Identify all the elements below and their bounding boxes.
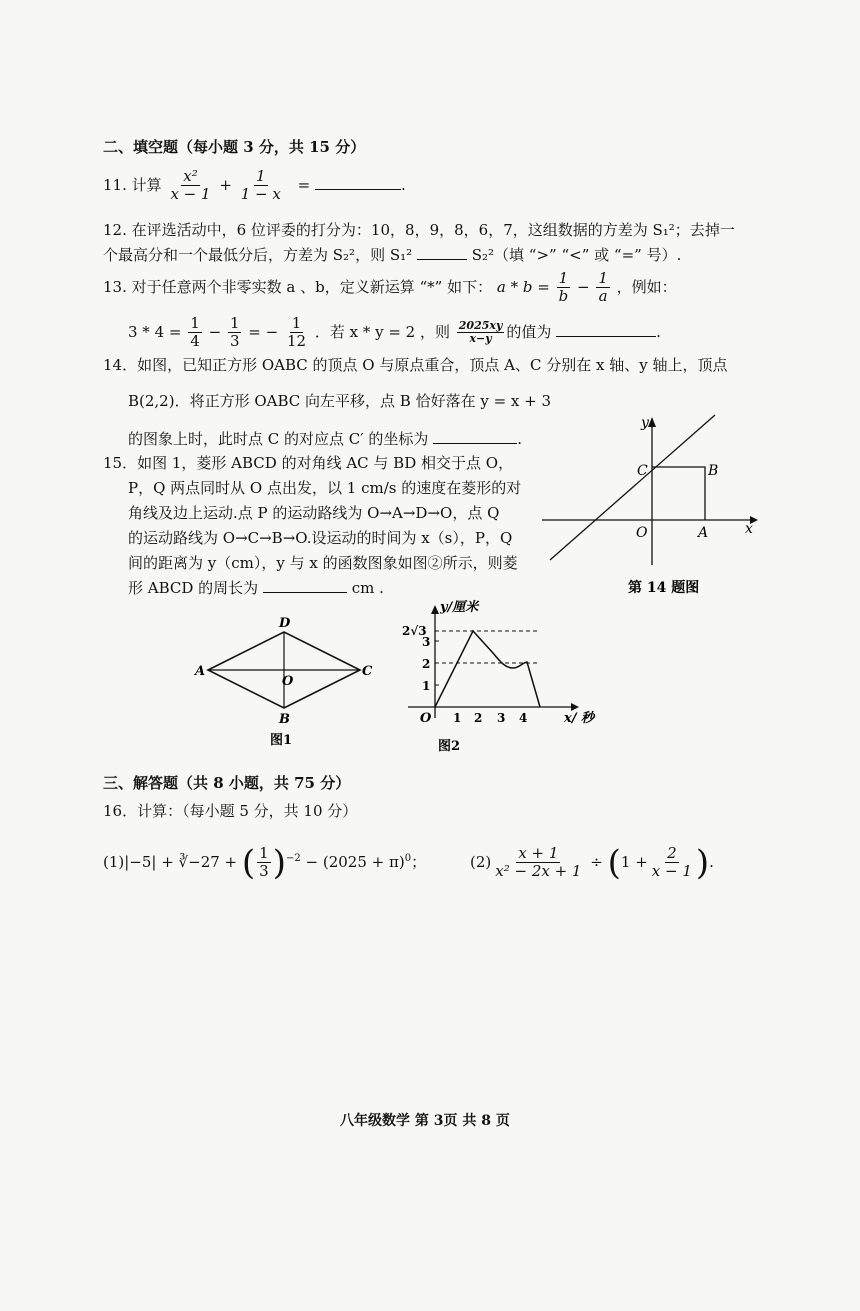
q12-line-2 (103, 244, 681, 265)
q15-line-3: 角线及边上运动.点 P 的运动路线为 O→A→D→O，点 Q (128, 504, 500, 522)
fig1-label-d: D (279, 616, 291, 631)
fig2-ytick-3: 3 (422, 635, 431, 649)
q16-p1-exponent: −2 (285, 852, 301, 864)
q16-p1-end: ； (411, 852, 427, 871)
figure-q14 (540, 405, 765, 605)
fig2-xtick-3: 3 (497, 711, 506, 725)
fig2-ytick-2: 2 (422, 657, 431, 671)
q16-p2-frac-2: $\frac{2}{x - 1}$ (651, 844, 692, 881)
q16-p2-one-plus: 1 + (620, 852, 648, 871)
q12-text-a: 个最高分和一个最低分后，方差为 S₂²，则 S₁² (103, 246, 413, 264)
fig14-label-y: y (641, 415, 649, 431)
q15-line-2: P，Q 两点同时从 O 点出发，以 1 cm/s 的速度在菱形的对 (128, 479, 522, 497)
section-heading-fill-in: 二、填空题（每小题 3 分，共 15 分） (103, 138, 366, 156)
fig2-xtick-1: 1 (453, 711, 462, 725)
q14-text-a: 的图象上时，此时点 C 的对应点 C′ 的坐标为 (128, 430, 429, 448)
q13-line-2 (128, 315, 661, 351)
fig14-label-b: B (708, 463, 719, 479)
fig2-y-label: y/厘米 (440, 600, 479, 615)
q16-p2-divide: ÷ (590, 852, 603, 871)
fig14-label-c: C (637, 463, 648, 479)
q12-text-b: S₂²（填 “>” “<” 或 “=” 号）. (471, 246, 682, 264)
fig14-square-oabc (652, 467, 705, 520)
fig2-xtick-2: 2 (474, 711, 483, 725)
q16-p2-frac-1: $\frac{x + 1}{\text{x² − 2x + 1}}$ (495, 844, 582, 881)
q15-line-4: 的运动路线为 O→C→B→O.设运动的时间为 x（s），P，Q (128, 529, 513, 547)
q11-fraction-1: $\frac{\text{x²}}{x - 1}$ (170, 167, 211, 204)
fig14-caption: 第 14 题图 (628, 580, 700, 596)
q16-p1-paren-open: ( (241, 842, 256, 883)
q13-frac-e2: $\frac{1}{3}$ (229, 314, 240, 351)
fig2-curve (435, 631, 540, 707)
q11-equals: = (297, 175, 311, 194)
figure-2-graph (398, 598, 598, 758)
q15-end: cm . (351, 579, 384, 597)
fig2-x-label: x/ 秒 (564, 711, 595, 726)
fig1-label-o: O (282, 674, 294, 689)
q13-frac-e3: $\frac{1}{12}$ (286, 314, 307, 351)
q16-p1-text-a: (1)|−5| + ∛−27 + (103, 852, 238, 871)
q11-number: 11. (103, 175, 127, 194)
fig2-x-arrow (571, 703, 579, 711)
q14-line-1: 14．如图，已知正方形 OABC 的顶点 O 与原点重合，顶点 A、C 分别在 x 轴、y 轴上，顶点 (103, 356, 728, 374)
question-11 (103, 168, 406, 204)
q15-line-5: 间的距离为 y（cm），y 与 x 的函数图象如图②所示，则菱 (128, 554, 518, 572)
q13-frac-1a: $\frac{1}{a}$ (598, 269, 608, 306)
fig2-ytick-1: 1 (422, 679, 431, 693)
q13-text-a: 13. 对于任意两个非零实数 a 、b，定义新运算 “*” 如下： (103, 277, 493, 296)
fig1-label-c: C (362, 664, 373, 679)
q11-end: . (400, 175, 406, 194)
q15-line-6 (128, 577, 384, 598)
page-footer: 八年级数学 第 3页 共 8 页 (340, 1113, 510, 1129)
q11-answer-blank[interactable] (315, 174, 401, 190)
q16-p1-exponent-2: 0 (404, 852, 412, 864)
q13-condition-tail: 的值为 (506, 322, 552, 341)
figure-1-rhombus (190, 610, 380, 750)
q16-p1-frac: $\frac{1}{3}$ (259, 844, 269, 881)
fig14-label-x: x (745, 521, 753, 537)
q13-minus-2: − (208, 322, 222, 341)
fig2-y-arrow (431, 605, 439, 614)
q15-text-a: 形 ABCD 的周长为 (128, 579, 259, 597)
q14-end: . (517, 430, 522, 448)
fig14-label-o: O (636, 525, 648, 541)
q13-frac-target: $\frac{2025xy}{x-y}$ (458, 318, 503, 346)
q16-p2-paren-open: ( (607, 842, 621, 883)
fig1-caption: 图1 (270, 733, 293, 748)
q13-end: . (656, 322, 661, 341)
fig14-line-y-eq-x-plus-3 (550, 415, 715, 560)
q16-p2-label: (2) (470, 852, 492, 871)
q16-line: 16．计算：（每小题 5 分，共 10 分） (103, 802, 358, 820)
q14-answer-blank[interactable] (433, 428, 517, 444)
fig1-label-a: A (195, 664, 206, 679)
q13-frac-1b: $\frac{1}{b}$ (558, 269, 569, 306)
q13-frac-e1: $\frac{1}{4}$ (190, 314, 200, 351)
q15-answer-blank[interactable] (263, 577, 347, 593)
fig2-origin: O (420, 711, 432, 726)
fig2-xtick-4: 4 (519, 711, 528, 725)
fig14-label-a: A (698, 525, 709, 541)
fig2-ytick-2root3: 2√3 (402, 624, 427, 638)
q16-part-1 (103, 842, 427, 883)
fig14-y-arrow (648, 417, 656, 427)
q11-fraction-2: $\frac{1}{1 - x}$ (240, 167, 281, 204)
q13-answer-blank[interactable] (556, 321, 656, 337)
q13-text-b: ，例如： (616, 277, 677, 296)
q13-op: a * b = (496, 277, 550, 296)
q12-answer-blank[interactable] (417, 244, 467, 260)
q16-p2-end: . (709, 852, 714, 871)
q13-condition: ．若 x * y = 2 ，则 (314, 322, 450, 341)
q16-p1-text-b: − (2025 + π) (305, 852, 405, 871)
q12-line-1: 12. 在评选活动中，6 位评委的打分为：10，8，9，8，6，7，这组数据的方差为 S₁²；去掉一 (103, 221, 735, 239)
q15-line-1: 15．如图 1，菱形 ABCD 的对角线 AC 与 BD 相交于点 O， (103, 454, 514, 472)
q11-lead: 计算 (131, 175, 162, 194)
q16-part-2 (470, 842, 714, 883)
q14-line-2: B(2,2)．将正方形 OABC 向左平移，点 B 恰好落在 y = x + 3 (128, 392, 552, 410)
fig1-label-b: B (279, 712, 290, 727)
section-heading-solutions: 三、解答题（共 8 小题，共 75 分） (103, 774, 351, 792)
q13-neg: = − (248, 322, 279, 341)
q16-p2-paren-close: ) (695, 842, 710, 883)
q13-minus: − (576, 277, 590, 296)
q13-example-lead: 3 * 4 = (128, 322, 182, 341)
fig2-caption: 图2 (438, 739, 461, 754)
q11-plus: + (219, 175, 232, 194)
q16-p1-paren-close: ) (272, 842, 286, 883)
q13-line-1 (103, 270, 677, 306)
q14-line-3 (128, 428, 522, 449)
